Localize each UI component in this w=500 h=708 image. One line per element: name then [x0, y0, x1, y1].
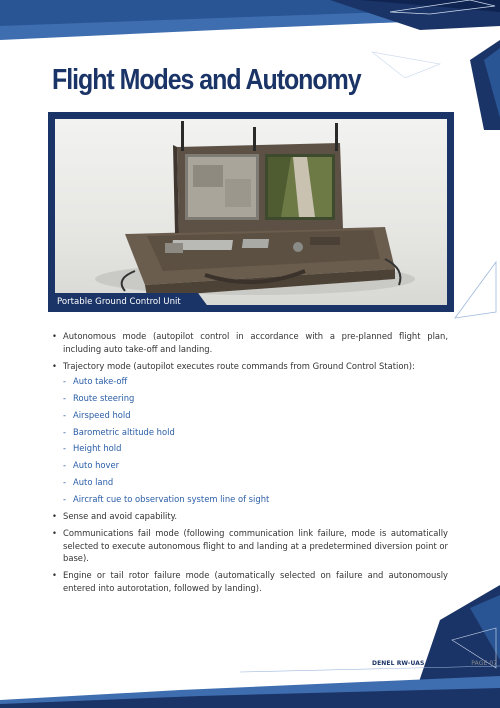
bullet-sense-and-avoid: • Sense and avoid capability. [52, 510, 448, 523]
page-title: Flight Modes and Autonomy [52, 64, 361, 96]
flight-modes-list-section [52, 330, 448, 599]
footer-label [372, 660, 497, 667]
subitem-airspeed-hold: - Airspeed hold [63, 409, 448, 422]
subitem-height-hold: - Height hold [63, 442, 448, 455]
subitem-barometric-altitude-hold: - Barometric altitude hold [63, 426, 448, 439]
caption-tail-decoration [198, 293, 212, 312]
flight-modes-list [52, 330, 448, 594]
footer-brochure-name: DENEL RW-UAS BROCHURE [372, 660, 465, 667]
photo-caption: Portable Ground Control Unit [48, 293, 198, 312]
subitem-aircraft-cue: - Aircraft cue to observation system line of sight [63, 493, 448, 506]
subitem-route-steering: - Route steering [63, 392, 448, 405]
bullet-engine-failure-mode: • Engine or tail rotor failure mode (automatically selected on failure and autonomously entered into autorotation, followed by landing). [52, 569, 448, 594]
trajectory-subitems [63, 375, 448, 505]
bullet-communications-fail-mode: • Communications fail mode (following communication link failure, mode is automatically selected to execute autonomous flight to and landing at a predetermined diversion point or base). [52, 527, 448, 565]
bullet-autonomous-mode: • Autonomous mode (autopilot control in accordance with a pre-planned flight plan, including auto take-off and landing. [52, 330, 448, 355]
ground-control-unit-photo [55, 119, 447, 305]
subitem-auto-hover: - Auto hover [63, 459, 448, 472]
bullet-trajectory-mode [52, 360, 448, 506]
footer-page-number: PAGE 07 [471, 660, 498, 667]
trajectory-mode-text: Trajectory mode (autopilot executes route commands from Ground Control Station): [63, 360, 415, 371]
footer-separator: | [466, 660, 470, 667]
ground-control-unit-photo-frame [48, 112, 454, 312]
subitem-auto-land: - Auto land [63, 476, 448, 489]
subitem-auto-take-off: - Auto take-off [63, 375, 448, 388]
